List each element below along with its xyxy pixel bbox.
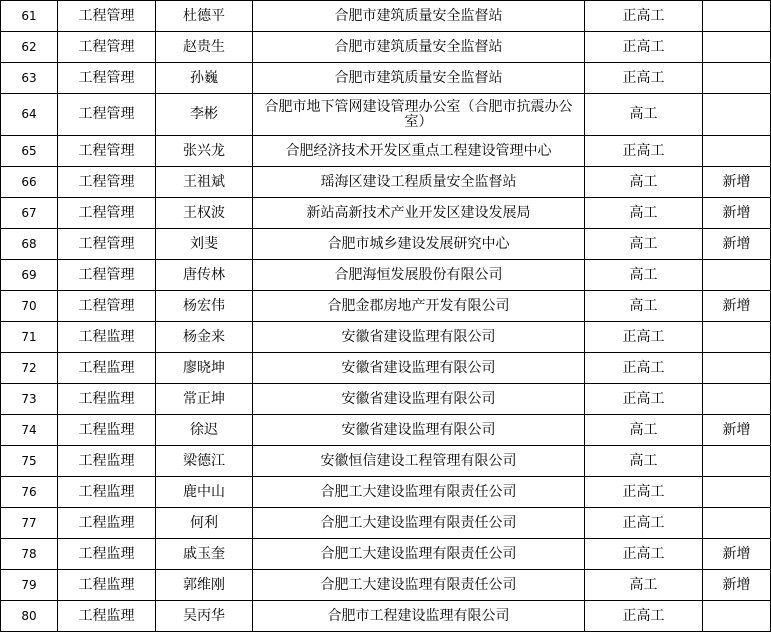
remark-cell [703,260,771,291]
person-name-cell: 刘斐 [156,229,253,260]
remark-cell [703,136,771,167]
person-name-cell: 梁德江 [156,446,253,477]
table-row [1,601,771,632]
table-row [1,229,771,260]
remark-cell: 新增 [703,570,771,601]
work-unit-cell: 合肥金郡房地产开发有限公司 [253,291,585,322]
professional-title-cell: 正高工 [585,1,703,32]
row-number: 75 [1,446,58,477]
table-row [1,570,771,601]
table-row [1,260,771,291]
professional-title-cell: 正高工 [585,601,703,632]
person-name-cell: 孙巍 [156,63,253,94]
row-number: 69 [1,260,58,291]
row-number: 71 [1,322,58,353]
person-name-cell: 杨金来 [156,322,253,353]
row-number: 65 [1,136,58,167]
category-cell: 工程监理 [58,446,156,477]
person-name-cell: 廖晓坤 [156,353,253,384]
professional-title-cell: 正高工 [585,322,703,353]
remark-cell [703,94,771,136]
work-unit-cell: 合肥市工程建设监理有限公司 [253,601,585,632]
category-cell: 工程监理 [58,601,156,632]
work-unit-cell: 安徽省建设监理有限公司 [253,384,585,415]
table-row [1,415,771,446]
remark-cell: 新增 [703,415,771,446]
work-unit-cell: 安徽省建设监理有限公司 [253,322,585,353]
work-unit-cell: 安徽恒信建设工程管理有限公司 [253,446,585,477]
remark-cell: 新增 [703,291,771,322]
category-cell: 工程管理 [58,94,156,136]
row-number: 68 [1,229,58,260]
table-row [1,539,771,570]
work-unit-cell: 合肥市地下管网建设管理办公室（合肥市抗震办公室） [253,94,585,136]
table-row [1,1,771,32]
professional-title-cell: 高工 [585,260,703,291]
category-cell: 工程监理 [58,539,156,570]
remark-cell [703,384,771,415]
professional-title-cell: 高工 [585,167,703,198]
person-name-cell: 郭维刚 [156,570,253,601]
remark-cell [703,63,771,94]
category-cell: 工程管理 [58,32,156,63]
row-number: 72 [1,353,58,384]
work-unit-cell: 安徽省建设监理有限公司 [253,415,585,446]
person-name-cell: 王权波 [156,198,253,229]
professional-title-cell: 高工 [585,94,703,136]
row-number: 64 [1,94,58,136]
work-unit-cell: 合肥市城乡建设发展研究中心 [253,229,585,260]
work-unit-cell: 安徽省建设监理有限公司 [253,353,585,384]
category-cell: 工程监理 [58,508,156,539]
work-unit-cell: 瑶海区建设工程质量安全监督站 [253,167,585,198]
professional-title-cell: 正高工 [585,63,703,94]
category-cell: 工程监理 [58,415,156,446]
professional-title-cell: 高工 [585,229,703,260]
remark-cell: 新增 [703,539,771,570]
professional-title-cell: 高工 [585,446,703,477]
category-cell: 工程管理 [58,136,156,167]
category-cell: 工程管理 [58,229,156,260]
table-body [1,1,771,632]
professional-title-cell: 正高工 [585,539,703,570]
table-row [1,32,771,63]
category-cell: 工程管理 [58,63,156,94]
work-unit-cell: 合肥海恒发展股份有限公司 [253,260,585,291]
professional-title-cell: 正高工 [585,508,703,539]
table-row [1,167,771,198]
remark-cell: 新增 [703,167,771,198]
remark-cell [703,508,771,539]
professional-title-cell: 正高工 [585,136,703,167]
table-row [1,446,771,477]
person-name-cell: 杨宏伟 [156,291,253,322]
professional-title-cell: 正高工 [585,353,703,384]
remark-cell: 新增 [703,229,771,260]
professional-title-cell: 高工 [585,198,703,229]
person-name-cell: 张兴龙 [156,136,253,167]
remark-cell [703,32,771,63]
table-row [1,198,771,229]
category-cell: 工程监理 [58,322,156,353]
work-unit-cell: 合肥市建筑质量安全监督站 [253,63,585,94]
category-cell: 工程监理 [58,353,156,384]
work-unit-cell: 合肥市建筑质量安全监督站 [253,32,585,63]
person-name-cell: 戚玉奎 [156,539,253,570]
person-name-cell: 徐迟 [156,415,253,446]
person-name-cell: 唐传林 [156,260,253,291]
table-row [1,384,771,415]
remark-cell [703,1,771,32]
row-number: 80 [1,601,58,632]
person-name-cell: 鹿中山 [156,477,253,508]
category-cell: 工程管理 [58,198,156,229]
remark-cell [703,322,771,353]
person-name-cell: 吴丙华 [156,601,253,632]
work-unit-cell: 合肥经济技术开发区重点工程建设管理中心 [253,136,585,167]
row-number: 76 [1,477,58,508]
work-unit-cell: 新站高新技术产业开发区建设发展局 [253,198,585,229]
person-name-cell: 何利 [156,508,253,539]
category-cell: 工程监理 [58,477,156,508]
table-row [1,508,771,539]
work-unit-cell: 合肥市建筑质量安全监督站 [253,1,585,32]
person-name-cell: 李彬 [156,94,253,136]
remark-cell [703,446,771,477]
category-cell: 工程监理 [58,384,156,415]
person-name-cell: 常正坤 [156,384,253,415]
table-row [1,63,771,94]
person-name-cell: 杜德平 [156,1,253,32]
table-row [1,136,771,167]
professional-title-cell: 高工 [585,291,703,322]
professional-title-cell: 正高工 [585,477,703,508]
row-number: 70 [1,291,58,322]
row-number: 67 [1,198,58,229]
category-cell: 工程管理 [58,260,156,291]
category-cell: 工程管理 [58,167,156,198]
professional-title-cell: 正高工 [585,32,703,63]
category-cell: 工程监理 [58,570,156,601]
table-row [1,322,771,353]
work-unit-cell: 合肥工大建设监理有限责任公司 [253,570,585,601]
person-name-cell: 赵贵生 [156,32,253,63]
row-number: 66 [1,167,58,198]
remark-cell [703,601,771,632]
row-number: 61 [1,1,58,32]
professional-title-cell: 正高工 [585,384,703,415]
row-number: 62 [1,32,58,63]
category-cell: 工程管理 [58,1,156,32]
row-number: 74 [1,415,58,446]
work-unit-cell: 合肥工大建设监理有限责任公司 [253,539,585,570]
professional-title-cell: 高工 [585,570,703,601]
row-number: 78 [1,539,58,570]
work-unit-cell: 合肥工大建设监理有限责任公司 [253,508,585,539]
category-cell: 工程管理 [58,291,156,322]
table-row [1,94,771,136]
remark-cell [703,477,771,508]
remark-cell [703,353,771,384]
remark-cell: 新增 [703,198,771,229]
professional-title-cell: 高工 [585,415,703,446]
table-row [1,477,771,508]
work-unit-cell: 合肥工大建设监理有限责任公司 [253,477,585,508]
row-number: 79 [1,570,58,601]
row-number: 77 [1,508,58,539]
person-name-cell: 王祖斌 [156,167,253,198]
table-row [1,353,771,384]
table-row [1,291,771,322]
row-number: 63 [1,63,58,94]
row-number: 73 [1,384,58,415]
